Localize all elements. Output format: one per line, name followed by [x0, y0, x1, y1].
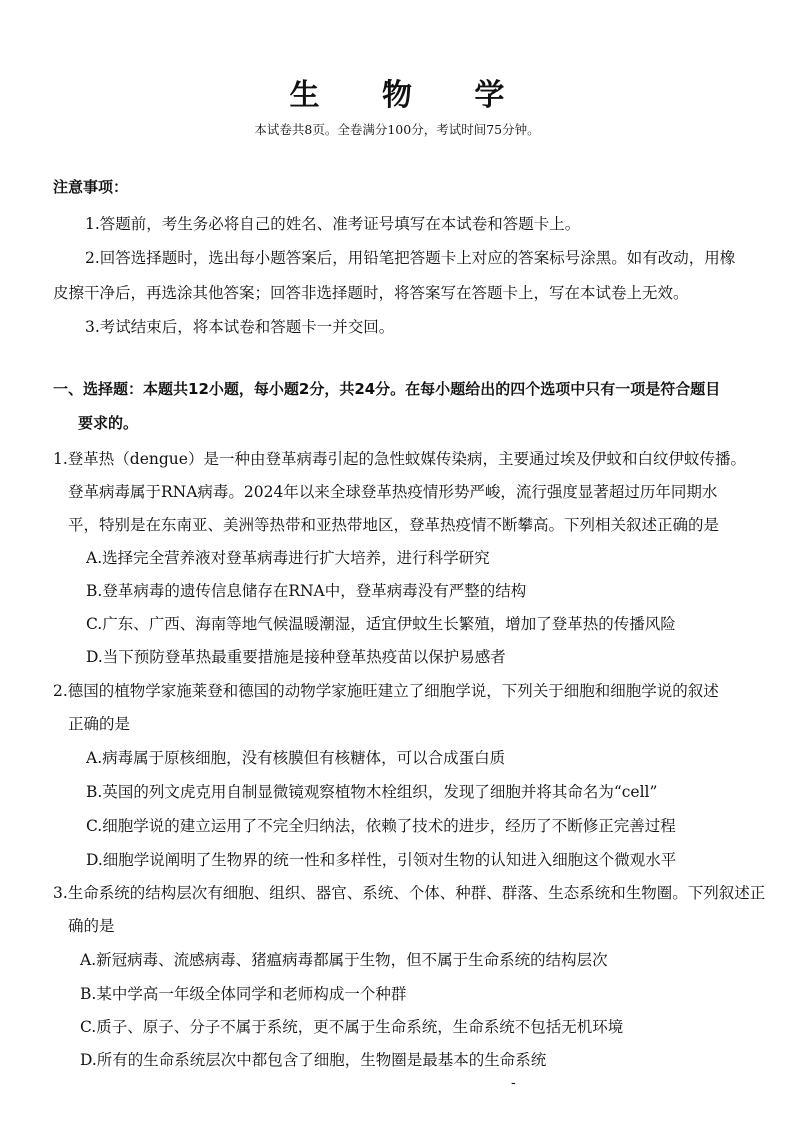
q2-option-a: A.病毒属于原核细胞，没有核膜但有核糖体，可以合成蛋白质: [86, 749, 506, 767]
q1-option-b: B.登革病毒的遗传信息储存在RNA中，登革病毒没有严整的结构: [86, 582, 527, 600]
q1-option-c: C.广东、广西、海南等地气候温暖潮湿，适宜伊蚊生长繁殖，增加了登革热的传播风险: [86, 615, 676, 633]
q2-option-b: B.英国的列文虎克用自制显微镜观察植物木栓组织，发现了细胞并将其命名为“cell”: [86, 783, 658, 801]
q3-stem-line-2: 确的是: [68, 917, 115, 935]
q2-stem-line-1: 2.德国的植物学家施莱登和德国的动物学家施旺建立了细胞学说，下列关于细胞和细胞学说的叙述: [53, 682, 719, 700]
q2-option-c: C.细胞学说的建立运用了不完全归纳法，依赖了技术的进步，经历了不断修正完善过程: [86, 817, 676, 835]
q1-stem-line-2: 登革病毒属于RNA病毒。2024年以来全球登革热疫情形势严峻，流行强度显著超过历年同期水: [68, 483, 718, 501]
q3-option-b: B.某中学高一年级全体同学和老师构成一个种群: [80, 985, 407, 1003]
q1-stem-line-1: 1.登革热（dengue）是一种由登革病毒引起的急性蚊媒传染病，主要通过埃及伊蚊和白纹伊蚊传播。: [53, 450, 746, 468]
note-item-2-line-2: 皮擦干净后，再选涂其他答案；回答非选择题时，将答案写在答题卡上，写在本试卷上无效。: [53, 284, 689, 302]
q2-option-d: D.细胞学说阐明了生物界的统一性和多样性，引领对生物的认知进入细胞这个微观水平: [86, 851, 677, 869]
section-heading-line-2: 要求的。: [78, 414, 139, 432]
q3-option-a: A.新冠病毒、流感病毒、猪瘟病毒都属于生物，但不属于生命系统的结构层次: [80, 951, 608, 969]
page-title: 生 物 学: [289, 78, 531, 113]
note-item-3: 3.考试结束后，将本试卷和答题卡一并交回。: [85, 318, 395, 336]
q1-stem-line-3: 平，特别是在东南亚、美洲等热带和亚热带地区，登革热疫情不断攀高。下列相关叙述正确的是: [68, 516, 720, 534]
page-mark: -: [511, 1075, 516, 1091]
note-item-2-line-1: 2.回答选择题时，选出每小题答案后，用铅笔把答题卡上对应的答案标号涂黑。如有改动，用橡: [85, 249, 736, 267]
q1-option-a: A.选择完全营养液对登革病毒进行扩大培养，进行科学研究: [86, 549, 490, 567]
q3-option-c: C.质子、原子、分子不属于系统，更不属于生命系统，生命系统不包括无机环境: [80, 1018, 624, 1036]
q1-option-d: D.当下预防登革热最重要措施是接种登革热疫苗以保护易感者: [86, 648, 506, 666]
section-heading-line-1: 一、选择题：本题共12小题，每小题2分，共24分。在每小题给出的四个选项中只有一项是符合题目: [53, 380, 721, 398]
notes-heading: 注意事项：: [53, 178, 129, 196]
q3-option-d: D.所有的生命系统层次中都包含了细胞，生物圈是最基本的生命系统: [80, 1051, 547, 1069]
note-item-1: 1.答题前，考生务必将自己的姓名、准考证号填写在本试卷和答题卡上。: [85, 215, 581, 233]
exam-info: 本试卷共8页。全卷满分100分，考试时间75分钟。: [254, 122, 540, 137]
q2-stem-line-2: 正确的是: [68, 715, 131, 733]
q3-stem-line-1: 3.生命系统的结构层次有细胞、组织、器官、系统、个体、种群、群落、生态系统和生物圈。下列叙述正: [53, 884, 766, 902]
